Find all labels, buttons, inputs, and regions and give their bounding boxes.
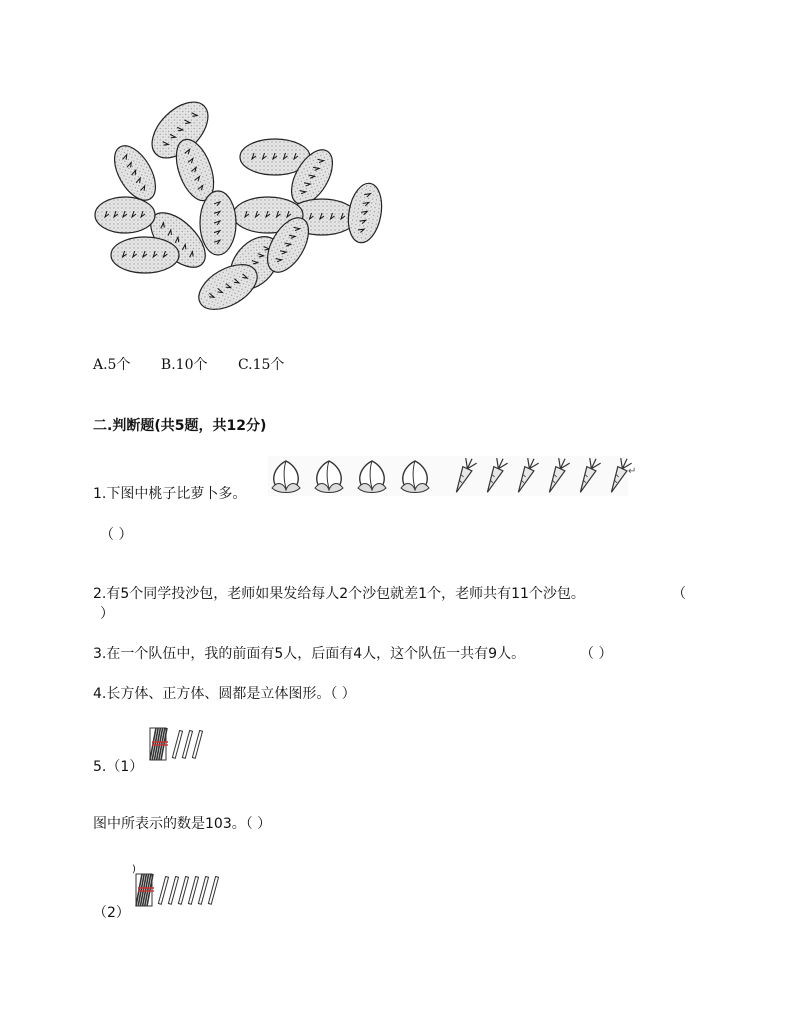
question-2-close-paren: ）: [100, 606, 114, 622]
question-1-blank: （ ）: [100, 527, 133, 543]
return-mark: ↵: [628, 466, 637, 477]
question-5-label: 5.（1）: [93, 759, 144, 775]
question-1-text: 1.下图中桃子比萝卜多。: [93, 486, 247, 502]
stick-bundle: [136, 874, 154, 906]
potato-cluster-image: [90, 95, 390, 315]
question-5-sub2-label: （2）: [93, 905, 130, 921]
sticks-image-2: [132, 868, 232, 913]
question-5-sub2-mark: ): [132, 864, 136, 875]
peach-carrot-image: [268, 456, 638, 496]
single-stick: [172, 730, 182, 758]
single-stick: [188, 876, 198, 904]
single-stick: [208, 876, 218, 904]
single-stick: [168, 876, 178, 904]
question-3-blank: （ ）: [580, 646, 613, 662]
stick-bundle: [150, 728, 168, 760]
question-4-text: 4.长方体、正方体、圆都是立体图形。（ ）: [93, 686, 356, 702]
single-stick: [178, 876, 188, 904]
single-stick: [192, 730, 202, 758]
option-b: B.10个: [160, 357, 208, 373]
option-c: C.15个: [237, 357, 285, 373]
single-stick: [182, 730, 192, 758]
potato: [111, 237, 179, 273]
question-5-statement: 图中所表示的数是103。（ ）: [93, 816, 272, 832]
potato: [200, 191, 236, 255]
potato: [344, 181, 386, 246]
question-2-text: 2.有5个同学投沙包，老师如果发给每人2个沙包就差1个，老师共有11个沙包。: [93, 586, 585, 602]
question-2-open-paren: （: [672, 586, 686, 602]
option-a: A.5个: [93, 357, 131, 373]
section-title: 二.判断题(共5题，共12分): [93, 418, 267, 434]
single-stick: [198, 876, 208, 904]
potato: [95, 197, 155, 233]
sticks-image-1: [146, 722, 216, 767]
single-stick: [158, 876, 168, 904]
question-3-text: 3.在一个队伍中，我的前面有5人，后面有4人，这个队伍一共有9人。: [93, 646, 526, 662]
